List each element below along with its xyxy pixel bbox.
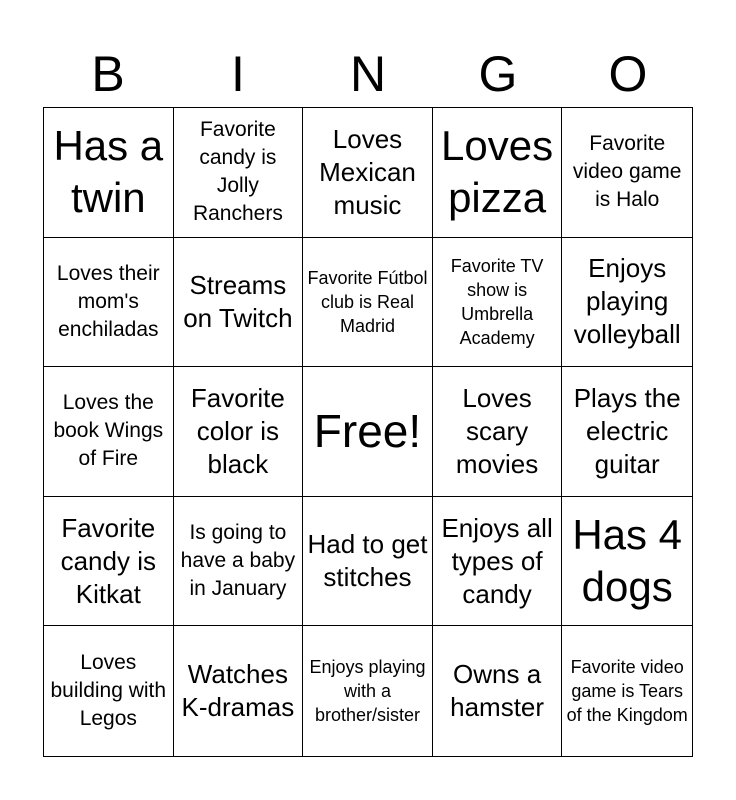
bingo-header [43, 44, 693, 104]
bingo-cell: Has 4 dogs [562, 497, 692, 627]
bingo-card-grid [43, 107, 693, 757]
bingo-cell: Enjoys playing volleyball [562, 238, 692, 368]
header-letter-b: B [91, 46, 125, 102]
header-letter-n: N [349, 46, 387, 102]
bingo-cell: Is going to have a baby in January [174, 497, 304, 627]
bingo-cell: Enjoys playing with a brother/sister [303, 626, 433, 756]
bingo-cell: Plays the electric guitar [562, 367, 692, 497]
free-space-cell: Free! [303, 367, 433, 497]
bingo-cell: Favorite video game is Halo [562, 108, 692, 238]
bingo-cell: Favorite TV show is Umbrella Academy [433, 238, 563, 368]
bingo-cell: Has a twin [44, 108, 174, 238]
bingo-cell: Favorite Fútbol club is Real Madrid [303, 238, 433, 368]
bingo-cell: Loves their mom's enchiladas [44, 238, 174, 368]
bingo-cell: Loves scary movies [433, 367, 563, 497]
bingo-cell: Favorite candy is Jolly Ranchers [174, 108, 304, 238]
bingo-cell: Loves Mexican music [303, 108, 433, 238]
bingo-cell: Favorite color is black [174, 367, 304, 497]
header-letter-o: O [608, 46, 648, 102]
header-letter-g: G [478, 46, 518, 102]
header-letter-i: I [231, 46, 245, 102]
bingo-cell: Loves the book Wings of Fire [44, 367, 174, 497]
bingo-cell: Loves building with Legos [44, 626, 174, 756]
bingo-cell: Had to get stitches [303, 497, 433, 627]
bingo-cell: Enjoys all types of candy [433, 497, 563, 627]
bingo-cell: Favorite video game is Tears of the Kingdom [566, 657, 688, 726]
bingo-cell: Streams on Twitch [174, 238, 304, 368]
bingo-cell: Watches K-dramas [174, 626, 304, 756]
bingo-cell: Favorite candy is Kitkat [44, 497, 174, 627]
bingo-cell: Loves pizza [433, 108, 563, 238]
bingo-cell: Owns a hamster [433, 626, 563, 756]
